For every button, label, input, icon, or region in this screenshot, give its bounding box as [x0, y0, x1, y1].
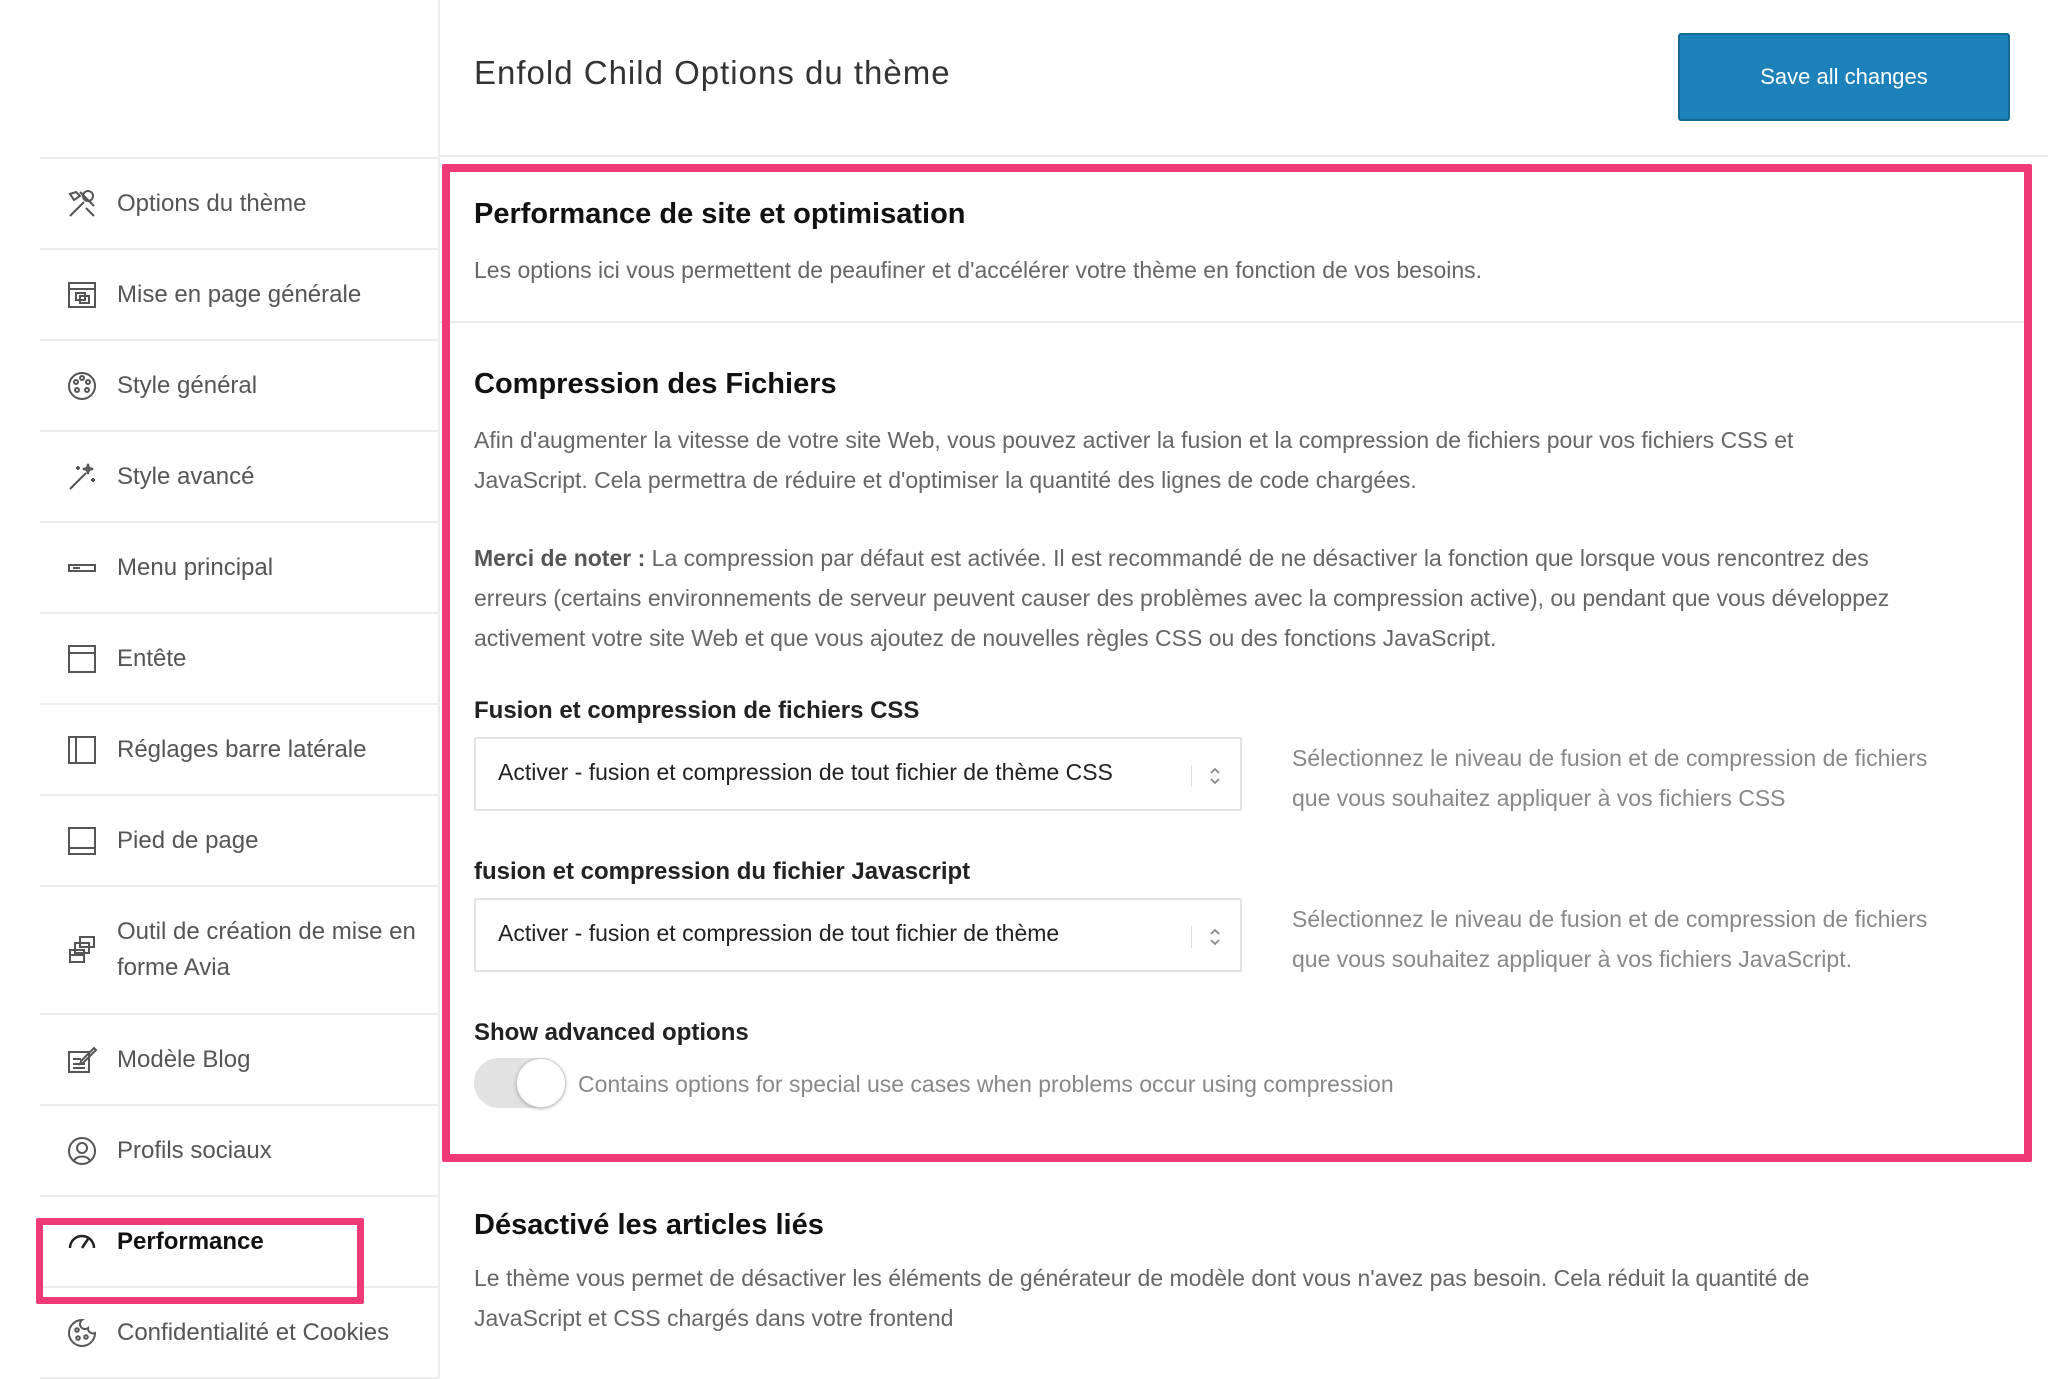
sidebar-item-label: Outil de création de mise en forme Avia [117, 918, 416, 981]
related-description-line: Le thème vous permet de désactiver les éléments de générateur de modèle dont vous n'avez pas besoin. Cela réduit la quantité de [474, 1265, 1810, 1291]
note-label: Merci de noter : [474, 545, 646, 571]
sidebar-item-label: Performance [117, 1227, 264, 1255]
content-highlight [442, 164, 2032, 1162]
sidebar-item-label: Entête [117, 644, 187, 672]
sidebar-item-label: Modèle Blog [117, 1045, 251, 1073]
css-compression-label: Fusion et compression de fichiers CSS [474, 697, 920, 724]
performance-section-description: Les options ici vous permettent de peaufiner et d'accélérer votre thème en fonction de vos besoins. [474, 257, 1483, 283]
save-all-changes-button[interactable]: Save all changes [1678, 33, 2010, 121]
sidebar-item-label: Profils sociaux [117, 1136, 272, 1164]
sidebar-item-style-avance[interactable] [40, 432, 438, 523]
sidebar-item-label: Mise en page générale [117, 280, 362, 308]
note-text: activement votre site Web et que vous ajoutez de nouvelles règles CSS ou des fonctions JavaScript. [474, 625, 1497, 651]
related-description-line: JavaScript et CSS chargés dans votre frontend [474, 1305, 954, 1331]
user-circle-icon [66, 1135, 98, 1167]
magic-wand-icon [66, 461, 98, 493]
sidebar-nav [40, 157, 438, 1379]
sidebar-divider [438, 0, 440, 1378]
menu-bar-icon [66, 552, 98, 584]
help-line: que vous souhaitez appliquer à vos fichiers JavaScript. [1292, 946, 1852, 972]
sidebar-item-label: Style général [117, 371, 258, 399]
layers-icon [66, 934, 98, 966]
sidebar-item-mise-en-page[interactable] [40, 250, 438, 341]
edit-icon [66, 1044, 98, 1076]
sidebar-item-label: Réglages barre latérale [117, 735, 367, 763]
palette-icon [66, 370, 98, 402]
layout-icon [66, 279, 98, 311]
performance-section-title: Performance de site et optimisation [474, 198, 966, 230]
related-articles-description [474, 1258, 1809, 1338]
active-item-highlight [36, 1218, 364, 1304]
compression-description-line: Afin d'augmenter la vitesse de votre site Web, vous pouvez activer la fusion et la compression de fichiers pour vos fichiers CSS et [474, 427, 1794, 453]
sidebar-item-label: Style avancé [117, 462, 255, 490]
sidebar-item-label: Pied de page [117, 826, 259, 854]
advanced-options-description: Contains options for special use cases when problems occur using compression [578, 1071, 1394, 1097]
sidebar-item-label: Options du thème [117, 189, 307, 217]
sidebar-item-modele-blog[interactable] [40, 1015, 438, 1106]
advanced-options-label: Show advanced options [474, 1019, 749, 1046]
related-articles-section-title: Désactivé les articles liés [474, 1209, 824, 1241]
help-line: Sélectionnez le niveau de fusion et de compression de fichiers [1292, 906, 1928, 932]
sidebar-item-options-du-theme[interactable] [40, 159, 438, 250]
sidebar-item-entete[interactable] [40, 614, 438, 705]
header-icon [66, 643, 98, 675]
sidebar-item-style-general[interactable] [40, 341, 438, 432]
sidebar-item-pied-de-page[interactable] [40, 796, 438, 887]
footer-icon [66, 825, 98, 857]
cookie-icon [66, 1317, 98, 1349]
help-line: que vous souhaitez appliquer à vos fichiers CSS [1292, 785, 1786, 811]
sidebar-item-label: Confidentialité et Cookies [117, 1318, 390, 1346]
page-title: Enfold Child Options du thème [474, 54, 951, 91]
sidebar-item-outil-avia[interactable] [40, 887, 438, 1015]
sidebar-item-profils-sociaux[interactable] [40, 1106, 438, 1197]
note-text: erreurs (certains environnements de serveur peuvent causer des problèmes avec la compression active), ou pendant que vous développez [474, 585, 1890, 611]
help-line: Sélectionnez le niveau de fusion et de compression de fichiers [1292, 745, 1928, 771]
note-text: La compression par défaut est activée. Il est recommandé de ne désactiver la fonction que lorsque vous rencontrez des [645, 545, 1869, 571]
js-compression-label: fusion et compression du fichier Javascript [474, 858, 971, 885]
css-compression-select-value: Activer - fusion et compression de tout fichier de thème CSS [498, 759, 1113, 785]
page-header [440, 0, 2048, 157]
compression-section-title: Compression des Fichiers [474, 368, 837, 400]
sidebar-icon [66, 734, 98, 766]
sidebar-item-barre-laterale[interactable] [40, 705, 438, 796]
js-compression-select-value: Activer - fusion et compression de tout fichier de thème [498, 920, 1060, 946]
tools-icon [66, 188, 98, 220]
sidebar-item-label: Menu principal [117, 553, 274, 581]
compression-description-line: JavaScript. Cela permettra de réduire et d'optimiser la quantité des lignes de code chargées. [474, 467, 1417, 493]
sidebar-item-menu-principal[interactable] [40, 523, 438, 614]
